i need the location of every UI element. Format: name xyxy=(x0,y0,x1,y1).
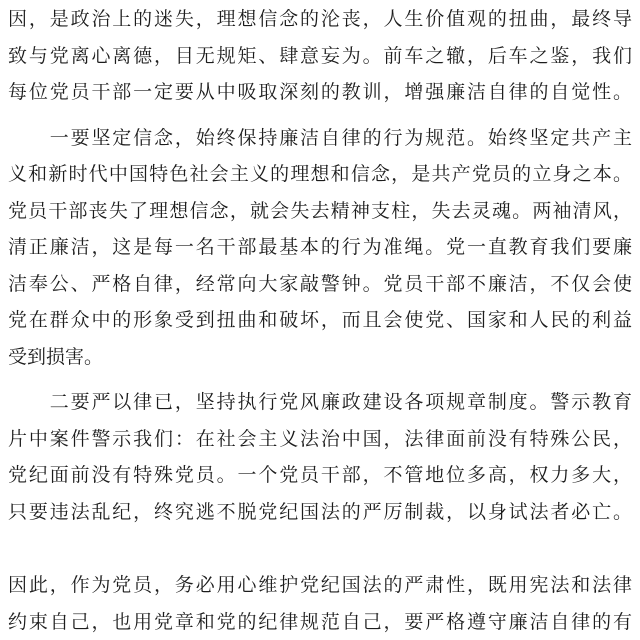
paragraph-point-two xyxy=(8,385,632,531)
text-line: 党在群众中的形象受到扭曲和破坏，而且会使党、国家和人民的利益 xyxy=(8,310,632,331)
text-line: 义和新时代中国特色社会主义的理想和信念，是共产党员的立身之本。 xyxy=(8,164,632,185)
text-line: 因，是政治上的迷失，理想信念的沦丧，人生价值观的扭曲，最终导 xyxy=(8,9,632,30)
text-line: 一要坚定信念，始终保持廉洁自律的行为规范。始终坚定共产主 xyxy=(8,127,632,149)
text-line: 二要严以律已，坚持执行党风廉政建设各项规章制度。警示教育 xyxy=(8,392,632,413)
paragraph-conclusion xyxy=(8,568,632,640)
text-line: 党员干部丧失了理想信念，就会失去精神支柱，失去灵魂。两袖清风， xyxy=(8,200,632,222)
text-line: 片中案件警示我们：在社会主义法治中国，法律面前没有特殊公民， xyxy=(8,428,632,450)
paragraph-point-one xyxy=(8,121,632,377)
text-line: 因此，作为党员，务必用心维护党纪国法的严肃性，既用宪法和法律 xyxy=(8,575,632,596)
text-line: 党纪面前没有特殊党员。一个党员干部，不管地位多高，权力多大， xyxy=(8,465,632,486)
text-line: 清正廉洁，这是每一名干部最基本的行为准绳。党一直教育我们要廉 xyxy=(8,237,632,258)
paragraph-continuation xyxy=(8,2,632,112)
text-line: 只要违法乱纪，终究逃不脱党纪国法的严厉制裁，以身试法者必亡。 xyxy=(8,501,632,523)
text-line: 受到损害。 xyxy=(8,346,104,368)
text-line: 致与党离心离德，目无规矩、肆意妄为。前车之辙，后车之鉴，我们 xyxy=(8,45,632,67)
text-line: 洁奉公、严格自律，经常向大家敲警钟。党员干部不廉洁，不仅会使 xyxy=(8,273,632,295)
text-line: 每位党员干部一定要从中吸取深刻的教训，增强廉洁自律的自觉性。 xyxy=(8,82,632,103)
text-line: 约束自己，也用党章和党的纪律规范自己，要严格遵守廉洁自律的有 xyxy=(8,611,632,633)
